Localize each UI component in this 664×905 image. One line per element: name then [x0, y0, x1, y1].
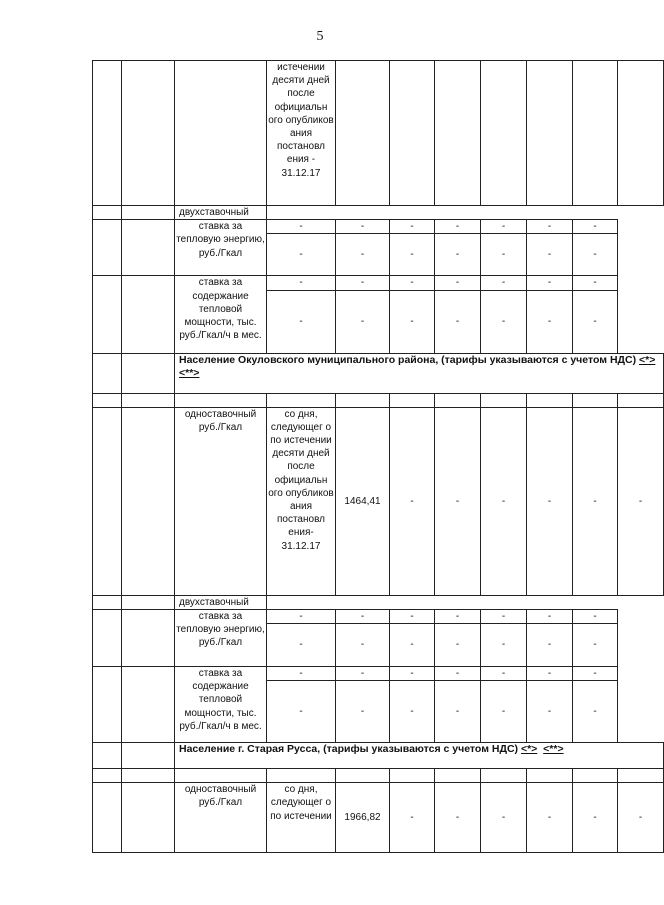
value-cell: - — [481, 234, 527, 276]
empty-cell — [93, 769, 122, 783]
value-cell: - — [527, 290, 573, 353]
empty-cell — [93, 353, 122, 393]
empty-cell — [481, 769, 527, 783]
empty-cell — [481, 393, 527, 407]
value-cell: - — [336, 234, 390, 276]
rate-type-label: одноставочный — [184, 784, 257, 796]
value-cell: - — [481, 609, 527, 623]
rate-type-cell: ставка за содержание тепловой мощности, тыс. руб./Гкал/ч в мес. — [175, 276, 267, 353]
section-title: Население г. Старая Русса, (тарифы указываются с учетом НДС) — [179, 743, 519, 756]
value-cell: - — [267, 609, 336, 623]
section-row — [93, 353, 664, 393]
table-row — [93, 667, 664, 681]
empty-cell — [93, 276, 122, 353]
empty-cell — [618, 769, 664, 783]
value-cell: - — [481, 407, 527, 595]
value-cell: - — [390, 667, 435, 681]
page-number: 5 — [316, 29, 324, 44]
empty-cell — [122, 769, 175, 783]
value-cell: - — [267, 220, 336, 234]
value-cell: - — [435, 667, 481, 681]
empty-cell — [93, 206, 122, 220]
value-cell: - — [267, 290, 336, 353]
value-cell: - — [527, 220, 573, 234]
value-cell: - — [481, 783, 527, 853]
rate-type-label: одноставочный — [184, 408, 257, 420]
value-cell: - — [527, 783, 573, 853]
value-cell: - — [267, 681, 336, 743]
empty-cell — [122, 353, 175, 393]
value-cell: - — [481, 667, 527, 681]
empty-cell — [573, 61, 618, 206]
empty-cell — [618, 393, 664, 407]
empty-cell — [527, 769, 573, 783]
table-row — [93, 595, 664, 609]
value-cell: - — [390, 220, 435, 234]
empty-cell — [267, 393, 336, 407]
unit-label: руб./Гкал — [198, 421, 243, 433]
empty-cell — [93, 393, 122, 407]
table-row — [93, 609, 664, 623]
rate-type-cell: ставка за содержание тепловой мощности, тыс. руб./Гкал/ч в мес. — [175, 667, 267, 743]
empty-cell — [122, 609, 175, 666]
value-cell: - — [390, 234, 435, 276]
value-cell: - — [481, 276, 527, 290]
value-cell: - — [618, 407, 664, 595]
value-cell: - — [435, 234, 481, 276]
value-cell: - — [573, 220, 618, 234]
section-title-okulovka — [175, 353, 664, 393]
empty-cell — [435, 769, 481, 783]
value-cell: - — [573, 407, 618, 595]
value-cell: - — [527, 276, 573, 290]
value-cell: - — [390, 609, 435, 623]
table-row — [93, 407, 664, 595]
footnote-ref: <**> — [179, 366, 200, 379]
empty-cell — [122, 220, 175, 276]
period-cell: со дня, следующег о по истечении — [267, 783, 336, 853]
value-cell: - — [435, 783, 481, 853]
value-cell: - — [336, 624, 390, 667]
value-cell: - — [527, 624, 573, 667]
value-cell: - — [573, 681, 618, 743]
value-cell: - — [336, 681, 390, 743]
value-cell: - — [527, 407, 573, 595]
rate-type-cell: двухставочный — [175, 595, 267, 609]
value-cell: - — [336, 220, 390, 234]
value-cell: - — [618, 783, 664, 853]
empty-cell — [481, 61, 527, 206]
value-cell: - — [573, 783, 618, 853]
value-cell: - — [390, 783, 435, 853]
value-cell: - — [336, 290, 390, 353]
empty-cell — [527, 61, 573, 206]
empty-cell — [618, 61, 664, 206]
value-cell: - — [435, 290, 481, 353]
table-row — [93, 393, 664, 407]
section-row — [93, 743, 664, 769]
rate-type-cell — [175, 407, 267, 595]
rate-type-cell: ставка за тепловую энергию, руб./Гкал — [175, 220, 267, 276]
empty-cell — [336, 769, 390, 783]
value-cell: - — [435, 609, 481, 623]
empty-cell — [93, 61, 122, 206]
value-cell: - — [481, 681, 527, 743]
value-cell: - — [527, 234, 573, 276]
value-cell: - — [390, 681, 435, 743]
value-cell: - — [267, 667, 336, 681]
section-title-staraya-russa — [175, 743, 664, 769]
empty-cell — [122, 276, 175, 353]
empty-cell — [336, 61, 390, 206]
value-cell: 1464,41 — [336, 407, 390, 595]
value-cell: - — [573, 234, 618, 276]
value-cell: - — [435, 220, 481, 234]
empty-cell — [336, 393, 390, 407]
value-cell: - — [573, 609, 618, 623]
empty-cell — [122, 743, 175, 769]
empty-cell — [122, 61, 175, 206]
footnote-ref: <**> — [543, 743, 564, 756]
value-cell: - — [390, 276, 435, 290]
empty-cell — [175, 393, 267, 407]
empty-cell — [93, 783, 122, 853]
empty-cell — [527, 393, 573, 407]
empty-cell — [573, 393, 618, 407]
value-cell: - — [390, 290, 435, 353]
table-row — [93, 61, 664, 206]
section-title: Население Окуловского муниципального района, (тарифы указываются с учетом НДС) — [179, 353, 637, 366]
empty-cell — [573, 769, 618, 783]
empty-cell — [122, 667, 175, 743]
value-cell: - — [527, 667, 573, 681]
empty-cell — [175, 61, 267, 206]
value-cell: - — [573, 276, 618, 290]
empty-cell — [93, 667, 122, 743]
rate-type-cell — [175, 783, 267, 853]
empty-cell — [93, 407, 122, 595]
value-cell: - — [527, 681, 573, 743]
value-cell: - — [267, 624, 336, 667]
footnote-ref: <*> — [639, 353, 656, 366]
value-cell: - — [481, 290, 527, 353]
empty-cell — [122, 393, 175, 407]
value-cell: - — [435, 407, 481, 595]
empty-cell — [122, 206, 175, 220]
value-cell: - — [336, 667, 390, 681]
value-cell: - — [435, 624, 481, 667]
value-cell: - — [481, 220, 527, 234]
empty-cell — [175, 769, 267, 783]
tariff-table — [92, 60, 664, 853]
empty-cell — [122, 783, 175, 853]
rate-type-cell: двухставочный — [175, 206, 267, 220]
empty-cell — [390, 393, 435, 407]
value-cell: 1966,82 — [336, 783, 390, 853]
value-cell: - — [267, 234, 336, 276]
empty-cell — [93, 743, 122, 769]
value-cell: - — [435, 681, 481, 743]
period-cell: истечении десяти дней после официальн ого опубликов ания постановл ения - 31.12.17 — [267, 61, 336, 206]
value-cell: - — [336, 276, 390, 290]
rate-type-cell: ставка за тепловую энергию, руб./Гкал — [175, 609, 267, 666]
period-cell: со дня, следующег о по истечении десяти дней после официальн ого опубликов ания постановл ения- 31.12.17 — [267, 407, 336, 595]
table-row — [93, 220, 664, 234]
table-row — [93, 206, 664, 220]
value-cell: - — [481, 624, 527, 667]
unit-label: руб./Гкал — [198, 797, 243, 809]
value-cell: - — [336, 609, 390, 623]
value-cell: - — [267, 276, 336, 290]
empty-cell — [267, 769, 336, 783]
table-row — [93, 783, 664, 853]
empty-cell — [93, 595, 122, 609]
value-cell: - — [527, 609, 573, 623]
empty-cell — [390, 61, 435, 206]
table-row — [93, 276, 664, 290]
value-cell: - — [390, 624, 435, 667]
empty-cell — [435, 61, 481, 206]
empty-cell — [122, 595, 175, 609]
empty-cell — [122, 407, 175, 595]
value-cell: - — [573, 290, 618, 353]
value-cell: - — [573, 624, 618, 667]
empty-cell — [390, 769, 435, 783]
empty-cell — [93, 609, 122, 666]
value-cell: - — [573, 667, 618, 681]
value-cell: - — [390, 407, 435, 595]
empty-cell — [435, 393, 481, 407]
table-row — [93, 769, 664, 783]
empty-cell — [93, 220, 122, 276]
footnote-ref: <*> — [520, 743, 538, 756]
value-cell: - — [435, 276, 481, 290]
